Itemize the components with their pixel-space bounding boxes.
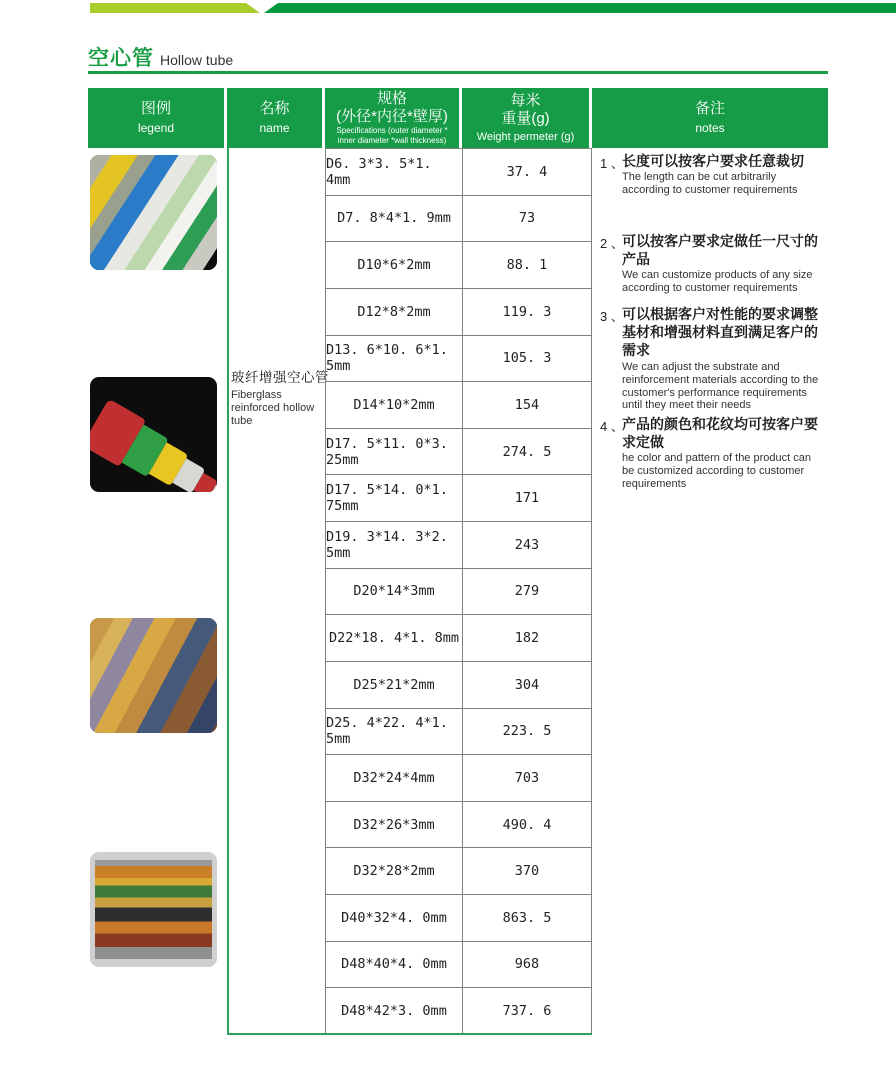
patterned-rods-image <box>90 618 217 733</box>
name-column <box>227 148 329 1035</box>
weight-cell: 243 <box>463 522 592 568</box>
header-spec <box>325 88 462 148</box>
note-en: The length can be cut arbitrarily according to customer requirements <box>622 171 798 197</box>
weight-cell: 182 <box>463 615 592 661</box>
spec-weight-grid <box>325 148 592 1035</box>
weight-cell: 279 <box>463 569 592 615</box>
header-weight-zh2: 重量(g) <box>501 109 550 127</box>
weight-cell: 490. 4 <box>463 802 592 848</box>
spec-cell: D19. 3*14. 3*2. 5mm <box>326 522 463 568</box>
spec-cell: D17. 5*11. 0*3. 25mm <box>326 429 463 475</box>
product-name-en: Fiberglass reinforced hollow tube <box>231 389 315 428</box>
header-spec-en1: Specifications (outer diameter * <box>336 126 448 135</box>
table-row <box>326 802 592 849</box>
table-row <box>326 942 592 989</box>
spec-cell: D17. 5*14. 0*1. 75mm <box>326 475 463 521</box>
table-row <box>326 429 592 476</box>
weight-cell: 863. 5 <box>463 895 592 941</box>
spec-cell: D7. 8*4*1. 9mm <box>326 196 463 242</box>
notes-column <box>592 148 828 1035</box>
nested-tubes-image <box>90 396 217 492</box>
stacked-rods-image <box>95 860 212 959</box>
note-zh: 可以按客户要求定做任一尺寸的产品 <box>622 233 818 268</box>
spec-cell: D32*28*2mm <box>326 848 463 894</box>
table-row <box>326 336 592 383</box>
header-legend <box>88 88 227 148</box>
weight-cell: 274. 5 <box>463 429 592 475</box>
table-row <box>326 988 592 1035</box>
product-name-zh: 玻纤增强空心管 <box>231 370 329 385</box>
spec-cell: D32*26*3mm <box>326 802 463 848</box>
legend-photo-stacked-rods <box>90 852 217 967</box>
spec-cell: D48*40*4. 0mm <box>326 942 463 988</box>
product-name <box>229 366 329 429</box>
weight-cell: 737. 6 <box>463 988 592 1034</box>
table-row <box>326 569 592 616</box>
note-en: We can adjust the substrate and reinforcement materials according to the customer's performance requirements until they meet their needs <box>622 360 819 412</box>
header-notes-zh: 备注 <box>694 100 725 118</box>
note-number: 4 、 <box>600 419 624 434</box>
title-underline <box>88 71 828 74</box>
spec-cell: D25. 4*22. 4*1. 5mm <box>326 709 463 755</box>
table-bottom-green-line <box>227 1033 592 1035</box>
header-weight-en: Weight permeter (g) <box>476 130 575 143</box>
page-title <box>88 42 828 72</box>
table-row <box>326 242 592 289</box>
legend-photo-nested-tubes <box>90 377 217 492</box>
header-weight-zh1: 每米 <box>510 91 541 109</box>
header-legend-en: legend <box>137 121 175 136</box>
table-row <box>326 615 592 662</box>
spec-cell: D14*10*2mm <box>326 382 463 428</box>
weight-cell: 119. 3 <box>463 289 592 335</box>
spec-cell: D12*8*2mm <box>326 289 463 335</box>
spec-cell: D13. 6*10. 6*1. 5mm <box>326 336 463 382</box>
banner-light-green <box>90 3 260 13</box>
table-header <box>88 88 828 148</box>
spec-cell: D20*14*3mm <box>326 569 463 615</box>
page-title-en: Hollow tube <box>160 52 234 68</box>
note-zh: 长度可以按客户要求任意裁切 <box>622 153 804 169</box>
note-en: he color and pattern of the product can be customized according to customer requirements <box>622 452 811 491</box>
table-row <box>326 149 592 196</box>
page-title-zh: 空心管 <box>88 47 154 70</box>
note-item <box>600 305 826 412</box>
header-notes-en: notes <box>695 121 725 136</box>
header-spec-zh1: 规格 <box>376 90 407 107</box>
spec-cell: D48*42*3. 0mm <box>326 988 463 1034</box>
header-name <box>227 88 325 148</box>
note-zh: 产品的颜色和花纹均可按客户要求定做 <box>622 416 818 451</box>
note-item <box>600 152 826 197</box>
weight-cell: 370 <box>463 848 592 894</box>
note-number: 2 、 <box>600 236 624 251</box>
spec-cell: D32*24*4mm <box>326 755 463 801</box>
table-row <box>326 755 592 802</box>
weight-cell: 105. 3 <box>463 336 592 382</box>
table-row <box>326 289 592 336</box>
weight-cell: 968 <box>463 942 592 988</box>
spec-cell: D25*21*2mm <box>326 662 463 708</box>
header-spec-zh2: (外径*内径*壁厚) <box>336 108 448 125</box>
weight-cell: 73 <box>463 196 592 242</box>
spec-cell: D6. 3*3. 5*1. 4mm <box>326 149 463 195</box>
weight-cell: 88. 1 <box>463 242 592 288</box>
note-number: 3 、 <box>600 309 624 324</box>
legend-photo-assorted-tubes <box>90 155 217 270</box>
note-item <box>600 232 826 295</box>
header-weight <box>462 88 592 148</box>
note-number: 1 、 <box>600 156 624 171</box>
table-row <box>326 895 592 942</box>
spec-cell: D10*6*2mm <box>326 242 463 288</box>
banner-dark-green <box>264 3 896 13</box>
spec-cell: D22*18. 4*1. 8mm <box>326 615 463 661</box>
header-name-zh: 名称 <box>259 100 290 118</box>
weight-cell: 154 <box>463 382 592 428</box>
table-row <box>326 709 592 756</box>
weight-cell: 171 <box>463 475 592 521</box>
table-row <box>326 382 592 429</box>
table-row <box>326 848 592 895</box>
table-row <box>326 662 592 709</box>
table-row <box>326 522 592 569</box>
header-name-en: name <box>259 121 290 136</box>
weight-cell: 304 <box>463 662 592 708</box>
note-item <box>600 415 826 491</box>
header-spec-en2: inner diameter *wall thickness) <box>337 136 447 145</box>
header-legend-zh: 图例 <box>140 100 171 118</box>
assorted-tubes-image <box>90 155 217 270</box>
weight-cell: 703 <box>463 755 592 801</box>
note-en: We can customize products of any size according to customer requirements <box>622 269 813 295</box>
spec-cell: D40*32*4. 0mm <box>326 895 463 941</box>
weight-cell: 37. 4 <box>463 149 592 195</box>
table-row <box>326 196 592 243</box>
legend-photo-patterned-rods <box>90 618 217 733</box>
note-zh: 可以根据客户对性能的要求调整基材和增强材料直到满足客户的需求 <box>622 306 818 359</box>
header-notes <box>592 88 828 148</box>
weight-cell: 223. 5 <box>463 709 592 755</box>
table-body <box>88 148 828 1035</box>
table-row <box>326 475 592 522</box>
product-spec-table <box>88 88 828 1035</box>
